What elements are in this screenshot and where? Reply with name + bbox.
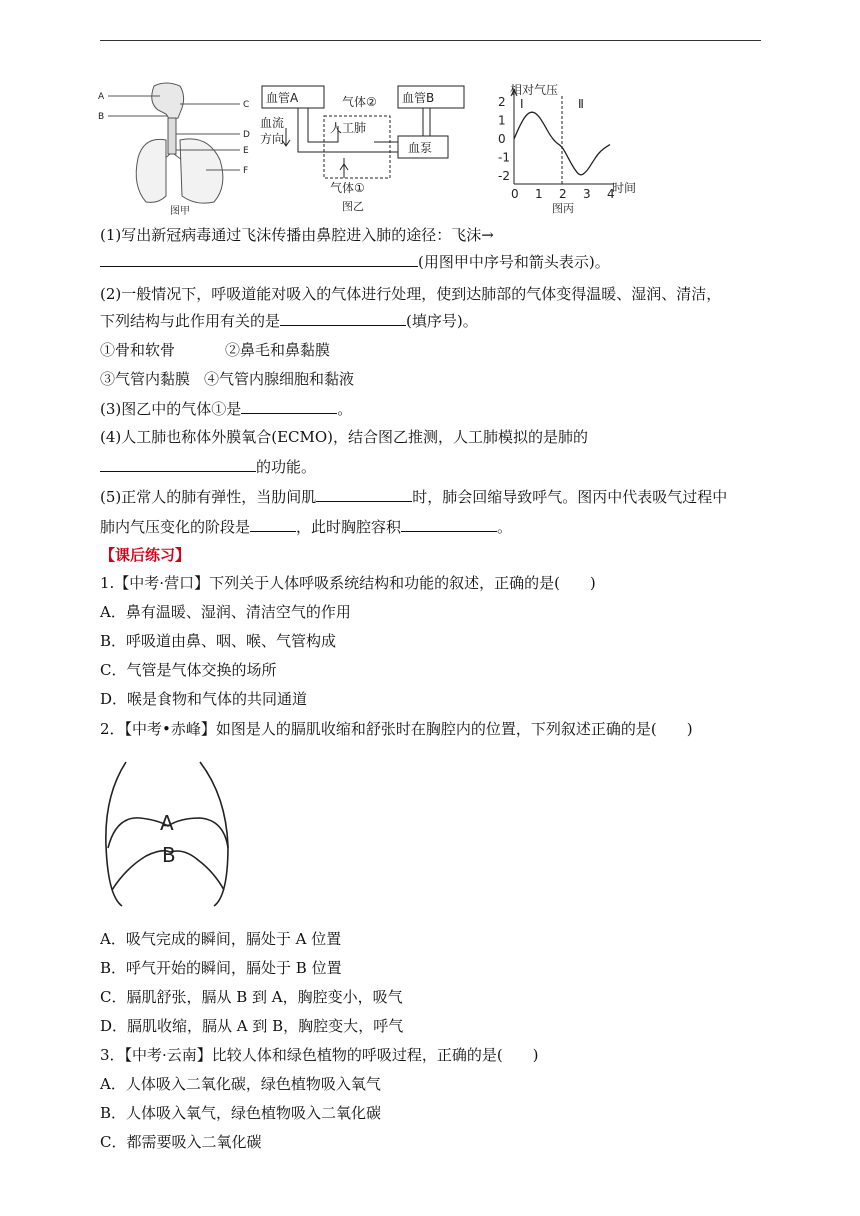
q4-line-2 <box>100 456 316 477</box>
q1-answer-blank[interactable] <box>100 251 418 267</box>
figure-jia-respiratory-system <box>96 78 261 218</box>
chart-phase-2: Ⅱ <box>578 97 584 111</box>
p3-option-a[interactable]: A．人体吸入二氧化碳，绿色植物吸入氧气 <box>100 1075 381 1093</box>
figure-bing-caption: 图丙 <box>552 202 574 215</box>
q3-line <box>100 398 352 419</box>
q2-answer-blank[interactable] <box>280 310 406 326</box>
q5-answer-blank-1[interactable] <box>316 486 412 502</box>
label-f: F <box>243 166 249 176</box>
q2-options-1 <box>100 340 330 360</box>
chart-y-tick-label: -2 <box>498 169 510 183</box>
chart-x-tick-label: 4 <box>607 187 615 201</box>
label-a: A <box>98 92 105 102</box>
chart-x-tick-label: 3 <box>583 187 591 201</box>
chart-y-tick-label: 2 <box>498 95 506 109</box>
p3-option-c[interactable]: C．都需要吸入二氧化碳 <box>100 1133 262 1151</box>
p1-option-b[interactable]: B．呼吸道由鼻、咽、喉、气管构成 <box>100 632 337 650</box>
q2-option-2: ②鼻毛和鼻黏膜 <box>225 341 331 359</box>
q1-line-2 <box>100 251 610 272</box>
vessel-a-label: 血管A <box>266 91 299 105</box>
p1-option-d[interactable]: D．喉是食物和气体的共同通道 <box>100 690 308 708</box>
p2-option-b[interactable]: B．呼气开始的瞬间，膈处于 B 位置 <box>100 959 342 977</box>
p2-option-d[interactable]: D．膈肌收缩，膈从 A 到 B，胸腔变大，呼气 <box>100 1017 404 1035</box>
q2-option-1: ①骨和软骨 <box>100 341 176 359</box>
chart-x-tick-label: 1 <box>535 187 543 201</box>
diaphragm-label-b: B <box>162 843 176 867</box>
q2-line-2 <box>100 310 478 331</box>
p2-option-c[interactable]: C．膈肌舒张，膈从 B 到 A，胸腔变小，吸气 <box>100 988 403 1006</box>
artificial-lung-label: 人工肺 <box>330 121 367 135</box>
q5-line-1 <box>100 486 727 507</box>
q2-options-2 <box>100 369 354 389</box>
q4-text-2: 的功能。 <box>256 458 317 476</box>
chart-y-tick-label: -1 <box>498 150 510 165</box>
header-rule <box>100 40 761 41</box>
q3-text: (3)图乙中的气体①是 <box>100 400 242 418</box>
q5-text-b: 时，肺会回缩导致呼气。图丙中代表吸气过程中 <box>412 488 728 506</box>
gas-2-label: 气体② <box>342 95 377 109</box>
q5-text-c: 肺内气压变化的阶段是 <box>100 518 251 536</box>
flow-dir-label-1: 血流 <box>260 116 285 130</box>
q1-suffix: (用图甲中序号和箭头表示)。 <box>418 253 610 271</box>
gas-1-label: 气体① <box>330 181 365 195</box>
pump-label: 血泵 <box>408 141 433 155</box>
q5-text-a: (5)正常人的肺有弹性，当肋间肌 <box>100 488 317 506</box>
figure-yi-ecmo <box>258 80 473 218</box>
q5-text-e: 。 <box>497 518 513 536</box>
label-c: C <box>243 100 250 110</box>
p1-option-c[interactable]: C．气管是气体交换的场所 <box>100 661 277 679</box>
q2-option-3: ③气管内黏膜 <box>100 370 191 388</box>
q4-line-1 <box>100 427 588 447</box>
chart-y-tick-label: 0 <box>498 132 506 146</box>
q2-line-1 <box>100 284 721 304</box>
q5-answer-blank-3[interactable] <box>401 516 497 532</box>
p2-stem: 2．【中考•赤峰】如图是人的膈肌收缩和舒张时在胸腔内的位置，下列叙述正确的是( ) <box>100 720 693 738</box>
figure-yi-caption: 图乙 <box>342 200 364 213</box>
label-e: E <box>243 146 249 156</box>
label-d: D <box>243 130 250 140</box>
label-b: B <box>98 112 105 122</box>
vessel-b-label: 血管B <box>402 91 435 105</box>
q4-answer-blank[interactable] <box>100 456 256 472</box>
p3-stem: 3．【中考·云南】比较人体和绿色植物的呼吸过程，正确的是( ) <box>100 1046 539 1064</box>
section-title: 【课后练习】 <box>100 546 191 564</box>
p1-stem: 1.【中考·营口】下列关于人体呼吸系统结构和功能的叙述，正确的是( ) <box>100 574 596 592</box>
chart-y-tick-label: 1 <box>498 113 506 128</box>
flow-dir-label-2: 方向 <box>260 132 285 146</box>
p1-option-a[interactable]: A．鼻有温暖、湿润、清洁空气的作用 <box>100 603 351 621</box>
q4-text: (4)人工肺也称体外膜氧合(ECMO)，结合图乙推测，人工肺模拟的是肺的 <box>100 428 589 446</box>
p3-option-b[interactable]: B．人体吸入氧气，绿色植物吸入二氧化碳 <box>100 1104 382 1122</box>
figure-jia-caption: 图甲 <box>170 206 190 217</box>
chart-xlabel: 时间 <box>612 181 637 195</box>
figure-bing-pressure-chart <box>486 80 656 218</box>
q2-text: (2)一般情况下，呼吸道能对吸入的气体进行处理，使到达肺部的气体变得温暖、湿润、清洁， <box>100 285 722 303</box>
q2-text-2: 下列结构与此作用有关的是 <box>100 312 281 330</box>
q5-text-d: ，此时胸腔容积 <box>296 518 402 536</box>
q2-option-4: ④气管内腺细胞和黏液 <box>204 370 355 388</box>
q2-text-3: (填序号)。 <box>406 312 478 330</box>
chart-ylabel: 相对气压 <box>510 83 559 97</box>
chart-x-tick-label: 2 <box>559 187 567 201</box>
q3-text-end: 。 <box>337 400 353 418</box>
diaphragm-figure <box>102 756 242 912</box>
chart-phase-1: Ⅰ <box>520 97 524 111</box>
q1-text: (1)写出新冠病毒通过飞沫传播由鼻腔进入肺的途径：飞沫→ <box>100 226 494 244</box>
q5-answer-blank-2[interactable] <box>250 516 296 532</box>
q1-line <box>100 225 494 245</box>
chart-x-tick-label: 0 <box>511 187 519 201</box>
q3-answer-blank[interactable] <box>241 398 337 414</box>
q5-line-2 <box>100 516 512 537</box>
diaphragm-label-a: A <box>160 811 174 835</box>
p2-option-a[interactable]: A．吸气完成的瞬间，膈处于 A 位置 <box>100 930 342 948</box>
